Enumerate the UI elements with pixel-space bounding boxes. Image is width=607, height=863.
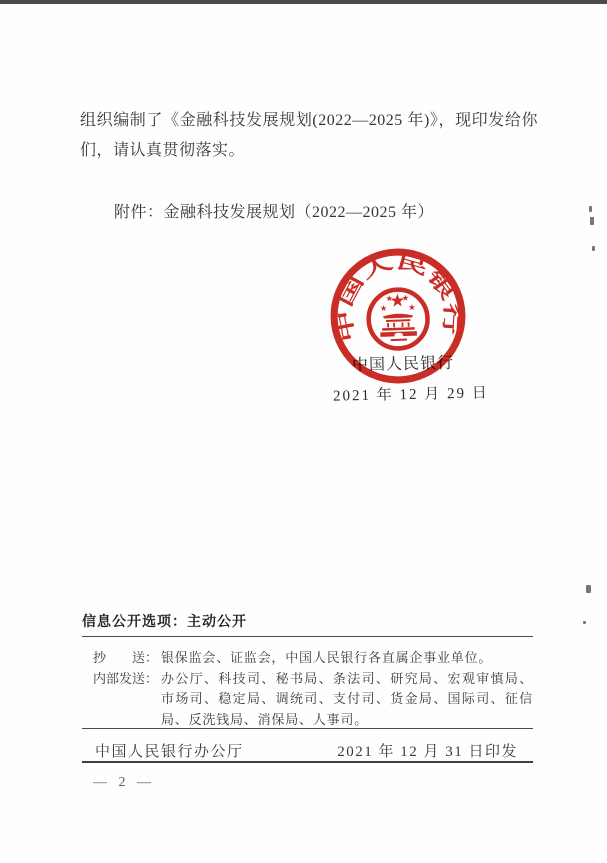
cc-value: 银保监会、证监会，中国人民银行各直属企事业单位。 [161, 650, 493, 665]
cc-label: 抄 送： [93, 650, 159, 665]
internal-distribution-row [93, 669, 533, 731]
scan-edge-artifact-top [0, 0, 607, 4]
scan-speck-artifact [589, 206, 592, 212]
internal-distribution-label: 内部发送： [93, 670, 159, 686]
print-footer [82, 740, 533, 761]
scan-speck-artifact [592, 246, 595, 251]
scan-speck-artifact [583, 621, 586, 624]
official-seal [325, 243, 472, 390]
attachment-line: 附件：金融科技发展规划（2022—2025 年） [114, 204, 435, 221]
disclosure-option-line: 信息公开选项：主动公开 [82, 613, 247, 629]
distribution-table [93, 648, 533, 730]
issuing-office: 中国人民银行办公厅 [95, 744, 244, 760]
scan-speck-artifact [590, 217, 594, 225]
page-number: — 2 — [93, 775, 155, 790]
national-emblem-icon [368, 289, 429, 350]
body-paragraph: 组织编制了《金融科技发展规划(2022—2025 年)》，现印发给你们，请认真贯彻落实。 [80, 112, 538, 159]
separator-rule-middle [82, 728, 533, 729]
scan-speck-artifact [586, 585, 591, 593]
seal-date: 2021 年 12 月 29 日 [332, 385, 489, 405]
cc-row [93, 648, 533, 669]
print-date: 2021 年 12 月 31 日印发 [337, 744, 518, 760]
internal-distribution-value: 办公厅、科技司、秘书局、条法司、研究局、宏观审慎局、市场司、稳定局、调统司、支付司、货金局、国际司、征信局、反洗钱局、消保局、人事司。 [161, 670, 533, 727]
issuer-name: 中国人民银行 [351, 354, 455, 375]
separator-rule-top [82, 636, 533, 637]
seal-ring-text: 中国人民银行 [334, 250, 463, 344]
separator-rule-bottom [82, 761, 533, 763]
